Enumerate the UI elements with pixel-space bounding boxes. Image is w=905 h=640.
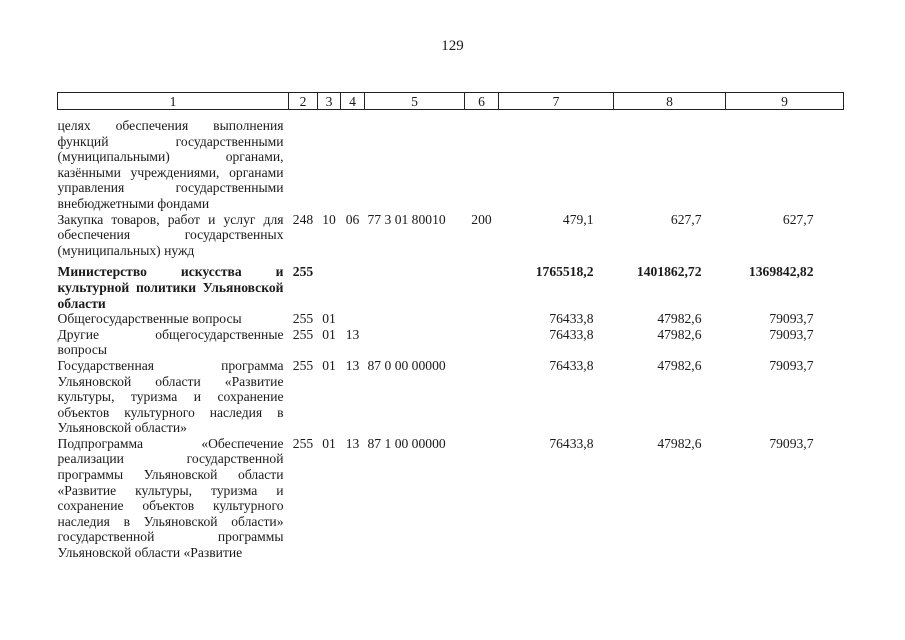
cell-amount-2: 47982,6 xyxy=(657,435,702,451)
cell-amount-1: 76433,8 xyxy=(549,435,594,451)
cell-code-1: 255 xyxy=(292,311,314,327)
cell-amount-1: 76433,8 xyxy=(549,311,594,327)
column-header: 9 xyxy=(726,93,844,110)
row-name: Подпрограмма «Обеспечение реализации государственной программы Ульяновской области «Развитие культуры, туризма и сохранение объектов культурного наследия в Ульяновской области» государственной программы Ульяновской области «Развитие xyxy=(57,435,284,561)
cell-amount-1: 479,1 xyxy=(562,211,594,227)
cell-code-1: 255 xyxy=(292,435,314,451)
cell-amount-3: 79093,7 xyxy=(769,357,814,373)
column-header: 8 xyxy=(614,93,726,110)
table-row xyxy=(58,358,844,436)
table-row xyxy=(58,110,844,212)
cell-code-3: 13 xyxy=(345,326,360,342)
cell-code-5 xyxy=(465,358,499,436)
cell-code-2: 01 xyxy=(322,311,336,327)
cell-amount-3: 1369842,82 xyxy=(748,264,814,280)
cell-amount-3 xyxy=(726,110,844,212)
column-header: 5 xyxy=(365,93,465,110)
cell-code-5 xyxy=(465,436,499,561)
row-name: Закупка товаров, работ и услуг для обеспечения государственных (муниципальных) нужд xyxy=(57,211,284,258)
cell-amount-3: 79093,7 xyxy=(769,326,814,342)
cell-code-2 xyxy=(318,110,341,212)
budget-table xyxy=(57,92,844,561)
table-header-row xyxy=(58,93,844,110)
cell-amount-2 xyxy=(614,110,726,212)
cell-code-3 xyxy=(341,110,365,212)
cell-code-5 xyxy=(465,311,499,327)
table-row xyxy=(58,436,844,561)
column-header: 1 xyxy=(58,93,289,110)
table-row xyxy=(58,212,844,259)
cell-code-4 xyxy=(365,110,465,212)
cell-code-4 xyxy=(365,311,465,327)
cell-code-2 xyxy=(318,258,341,311)
cell-code-4: 87 1 00 00000 xyxy=(367,435,446,451)
table-row xyxy=(58,327,844,358)
cell-code-5 xyxy=(465,327,499,358)
cell-code-1 xyxy=(289,110,318,212)
column-header: 7 xyxy=(499,93,614,110)
cell-code-4: 77 3 01 80010 xyxy=(367,211,446,227)
column-header: 3 xyxy=(318,93,341,110)
cell-code-1: 255 xyxy=(292,357,314,373)
cell-code-2: 10 xyxy=(322,211,336,227)
cell-code-4 xyxy=(365,258,465,311)
column-header: 6 xyxy=(465,93,499,110)
cell-code-3: 13 xyxy=(345,435,360,451)
page-number: 129 xyxy=(441,38,464,54)
cell-code-1: 255 xyxy=(292,326,314,342)
cell-amount-3: 79093,7 xyxy=(769,435,814,451)
column-header: 4 xyxy=(341,93,365,110)
cell-amount-2: 47982,6 xyxy=(657,326,702,342)
cell-amount-3: 627,7 xyxy=(782,211,814,227)
row-name: Другие общегосударственные вопросы xyxy=(57,326,284,358)
cell-code-5 xyxy=(465,258,499,311)
cell-code-1: 248 xyxy=(292,211,314,227)
cell-amount-2: 47982,6 xyxy=(657,357,702,373)
row-name: Общегосударственные вопросы xyxy=(57,311,242,327)
cell-code-1: 255 xyxy=(292,264,314,280)
cell-code-3: 06 xyxy=(345,211,360,227)
cell-amount-2: 627,7 xyxy=(670,211,702,227)
cell-code-2: 01 xyxy=(322,357,336,373)
cell-code-5 xyxy=(465,110,499,212)
cell-amount-1: 76433,8 xyxy=(549,357,594,373)
table-row xyxy=(58,311,844,327)
cell-code-2: 01 xyxy=(322,326,336,342)
column-header: 2 xyxy=(289,93,318,110)
cell-code-4: 87 0 00 00000 xyxy=(367,357,446,373)
cell-code-3: 13 xyxy=(345,357,360,373)
cell-amount-1: 76433,8 xyxy=(549,326,594,342)
row-name: Министерство искусства и культурной политики Ульяновской области xyxy=(57,264,284,311)
cell-code-2: 01 xyxy=(322,435,336,451)
cell-code-4 xyxy=(365,327,465,358)
cell-code-3 xyxy=(341,311,365,327)
cell-amount-1 xyxy=(499,110,614,212)
cell-code-3 xyxy=(341,258,365,311)
cell-amount-2: 1401862,72 xyxy=(636,264,702,280)
cell-amount-3: 79093,7 xyxy=(769,311,814,327)
row-name: Государственная программа Ульяновской области «Развитие культуры, туризма и сохранение объектов культурного наследия в Ульяновской области» xyxy=(57,357,284,436)
cell-amount-1: 1765518,2 xyxy=(535,264,594,280)
cell-amount-2: 47982,6 xyxy=(657,311,702,327)
row-name: целях обеспечения выполнения функций государственными (муниципальными) органами, казёнными учреждениями, органами управления государственными внебюджетными фондами xyxy=(57,118,284,211)
table-row xyxy=(58,258,844,311)
cell-code-5: 200 xyxy=(471,211,492,227)
